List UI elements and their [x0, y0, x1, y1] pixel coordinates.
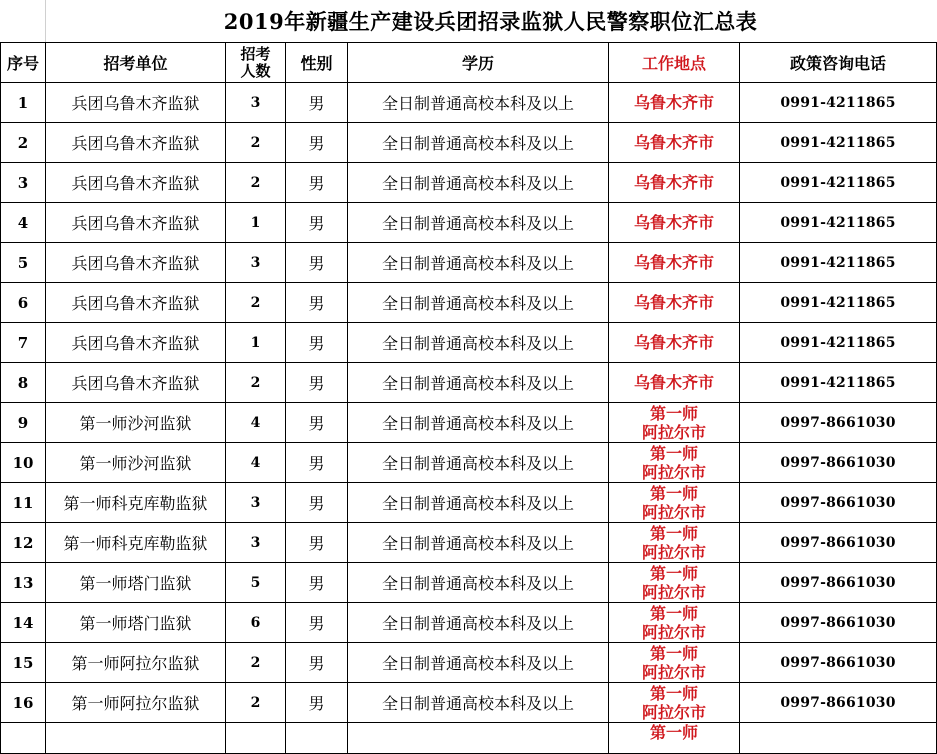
cell-location[interactable] — [609, 523, 740, 563]
cell-education[interactable]: 全日制普通高校本科及以上 — [348, 323, 609, 363]
cell-location-line1: 第一师 — [649, 563, 698, 583]
cell-phone[interactable]: 0991-4211865 — [740, 363, 937, 403]
cell-education[interactable]: 全日制普通高校本科及以上 — [348, 443, 609, 483]
table-row — [1, 683, 937, 723]
header-count-line2: 人数 — [240, 61, 271, 80]
cell-gender[interactable] — [286, 723, 348, 754]
cell-location[interactable] — [609, 363, 740, 403]
cell-gender[interactable]: 男 — [286, 643, 348, 683]
cell-location-line1: 第一师 — [649, 603, 698, 623]
cell-location[interactable] — [609, 603, 740, 643]
cell-location-line1: 乌鲁木齐市 — [633, 333, 714, 352]
table-row — [1, 483, 937, 523]
cell-seq[interactable]: 6 — [1, 283, 46, 323]
cell-phone[interactable]: 0991-4211865 — [740, 323, 937, 363]
table-row — [1, 563, 937, 603]
cell-location-line2: 阿拉尔市 — [641, 502, 706, 522]
cell-location-line1: 第一师 — [649, 403, 698, 423]
cell-unit[interactable]: 兵团乌鲁木齐监狱 — [46, 163, 226, 203]
cell-phone[interactable] — [740, 723, 937, 754]
cell-unit[interactable]: 第一师沙河监狱 — [46, 443, 226, 483]
cell-location-line2: 阿拉尔市 — [641, 662, 706, 682]
cell-education[interactable] — [348, 723, 609, 754]
cell-location[interactable] — [609, 563, 740, 603]
cell-count[interactable]: 5 — [226, 563, 286, 603]
cell-location-line2: 阿拉尔市 — [641, 542, 706, 562]
table-row — [1, 523, 937, 563]
cell-location-line2: 阿拉尔市 — [641, 462, 706, 482]
cell-seq[interactable]: 2 — [1, 123, 46, 163]
cell-location[interactable] — [609, 483, 740, 523]
cell-phone[interactable]: 0991-4211865 — [740, 243, 937, 283]
cell-gender[interactable]: 男 — [286, 403, 348, 443]
table-row — [1, 243, 937, 283]
cell-education[interactable]: 全日制普通高校本科及以上 — [348, 243, 609, 283]
cell-location[interactable] — [609, 723, 740, 754]
cell-count[interactable]: 6 — [226, 603, 286, 643]
cell-education[interactable]: 全日制普通高校本科及以上 — [348, 123, 609, 163]
table-row — [1, 643, 937, 683]
cell-seq[interactable]: 11 — [1, 483, 46, 523]
cell-location-line1: 第一师 — [649, 523, 698, 543]
cell-location-line2: 阿拉尔市 — [641, 582, 706, 602]
cell-count[interactable]: 2 — [226, 363, 286, 403]
header-phone[interactable]: 政策咨询电话 — [740, 43, 937, 83]
cell-unit[interactable]: 第一师塔门监狱 — [46, 603, 226, 643]
cell-location[interactable] — [609, 243, 740, 283]
cell-unit[interactable]: 兵团乌鲁木齐监狱 — [46, 323, 226, 363]
cell-location[interactable] — [609, 323, 740, 363]
cell-education[interactable]: 全日制普通高校本科及以上 — [348, 203, 609, 243]
cell-count[interactable]: 2 — [226, 283, 286, 323]
table-row — [1, 363, 937, 403]
cell-gender[interactable]: 男 — [286, 323, 348, 363]
cell-location[interactable] — [609, 443, 740, 483]
cell-seq[interactable] — [1, 723, 46, 754]
cell-education[interactable]: 全日制普通高校本科及以上 — [348, 83, 609, 123]
cell-unit[interactable]: 第一师沙河监狱 — [46, 403, 226, 443]
cell-phone[interactable]: 0991-4211865 — [740, 203, 937, 243]
header-unit[interactable]: 招考单位 — [46, 43, 226, 83]
cell-location[interactable] — [609, 403, 740, 443]
cell-education[interactable]: 全日制普通高校本科及以上 — [348, 563, 609, 603]
header-row — [1, 43, 937, 83]
cell-location[interactable] — [609, 643, 740, 683]
cell-education[interactable]: 全日制普通高校本科及以上 — [348, 363, 609, 403]
cell-location-line2: 阿拉尔市 — [641, 702, 706, 722]
cell-gender[interactable]: 男 — [286, 363, 348, 403]
cell-count[interactable]: 1 — [226, 203, 286, 243]
cell-location[interactable] — [609, 283, 740, 323]
cell-gender[interactable]: 男 — [286, 443, 348, 483]
cell-count[interactable]: 2 — [226, 123, 286, 163]
cell-location-line1: 乌鲁木齐市 — [633, 173, 714, 192]
cell-count[interactable]: 3 — [226, 483, 286, 523]
cell-count[interactable]: 4 — [226, 443, 286, 483]
cell-phone[interactable]: 0997-8661030 — [740, 443, 937, 483]
cell-seq[interactable]: 10 — [1, 443, 46, 483]
cell-gender[interactable]: 男 — [286, 163, 348, 203]
cell-unit[interactable]: 兵团乌鲁木齐监狱 — [46, 243, 226, 283]
table-row — [1, 83, 937, 123]
cell-education[interactable]: 全日制普通高校本科及以上 — [348, 603, 609, 643]
cell-location-line1: 乌鲁木齐市 — [633, 133, 714, 152]
cell-gender[interactable]: 男 — [286, 83, 348, 123]
cell-unit[interactable]: 兵团乌鲁木齐监狱 — [46, 123, 226, 163]
cell-unit[interactable] — [46, 723, 226, 754]
cell-count[interactable]: 3 — [226, 83, 286, 123]
cell-seq[interactable]: 5 — [1, 243, 46, 283]
cell-seq[interactable]: 15 — [1, 643, 46, 683]
cell-location-line1: 第一师 — [649, 483, 698, 503]
cell-education[interactable]: 全日制普通高校本科及以上 — [348, 483, 609, 523]
cell-unit[interactable]: 第一师阿拉尔监狱 — [46, 643, 226, 683]
cell-location-line1: 第一师 — [649, 683, 698, 703]
table-row — [1, 323, 937, 363]
cell-location-line1: 乌鲁木齐市 — [633, 293, 714, 312]
title-row — [0, 0, 936, 43]
cell-count[interactable]: 2 — [226, 643, 286, 683]
cell-gender[interactable]: 男 — [286, 203, 348, 243]
cell-location-line1: 乌鲁木齐市 — [633, 253, 714, 272]
header-education[interactable]: 学历 — [348, 43, 609, 83]
cell-phone[interactable]: 0991-4211865 — [740, 163, 937, 203]
cell-location[interactable] — [609, 163, 740, 203]
cell-education[interactable]: 全日制普通高校本科及以上 — [348, 683, 609, 723]
table-row — [1, 123, 937, 163]
cell-phone[interactable]: 0991-4211865 — [740, 123, 937, 163]
cell-gender[interactable]: 男 — [286, 483, 348, 523]
cell-unit[interactable]: 兵团乌鲁木齐监狱 — [46, 283, 226, 323]
cell-unit[interactable]: 兵团乌鲁木齐监狱 — [46, 363, 226, 403]
cell-education[interactable]: 全日制普通高校本科及以上 — [348, 643, 609, 683]
header-location[interactable]: 工作地点 — [609, 43, 740, 83]
positions-table — [0, 42, 937, 754]
cell-location-line1: 乌鲁木齐市 — [633, 93, 714, 112]
cell-location[interactable] — [609, 203, 740, 243]
cell-seq[interactable]: 7 — [1, 323, 46, 363]
cell-gender[interactable]: 男 — [286, 243, 348, 283]
cell-seq[interactable]: 1 — [1, 83, 46, 123]
cell-location-line1: 第一师 — [649, 643, 698, 663]
cell-gender[interactable]: 男 — [286, 523, 348, 563]
cell-count[interactable]: 3 — [226, 243, 286, 283]
cell-unit[interactable]: 第一师阿拉尔监狱 — [46, 683, 226, 723]
cell-phone[interactable]: 0997-8661030 — [740, 403, 937, 443]
cell-phone[interactable]: 0997-8661030 — [740, 523, 937, 563]
cell-education[interactable]: 全日制普通高校本科及以上 — [348, 283, 609, 323]
cell-education[interactable]: 全日制普通高校本科及以上 — [348, 403, 609, 443]
cell-phone[interactable]: 0991-4211865 — [740, 83, 937, 123]
cell-unit[interactable]: 兵团乌鲁木齐监狱 — [46, 203, 226, 243]
cell-location[interactable] — [609, 83, 740, 123]
cell-education[interactable]: 全日制普通高校本科及以上 — [348, 163, 609, 203]
table-row — [1, 443, 937, 483]
table-row — [1, 163, 937, 203]
cell-phone[interactable]: 0997-8661030 — [740, 603, 937, 643]
cell-phone[interactable]: 0997-8661030 — [740, 563, 937, 603]
cell-location-line1: 第一师 — [649, 723, 698, 742]
cell-location-line2: 阿拉尔市 — [641, 422, 706, 442]
cell-count[interactable]: 2 — [226, 683, 286, 723]
cell-education[interactable]: 全日制普通高校本科及以上 — [348, 523, 609, 563]
cell-phone[interactable]: 0997-8661030 — [740, 643, 937, 683]
cell-seq[interactable]: 14 — [1, 603, 46, 643]
cell-unit[interactable]: 兵团乌鲁木齐监狱 — [46, 83, 226, 123]
cell-gender[interactable]: 男 — [286, 123, 348, 163]
cell-location-line2: 阿拉尔市 — [641, 622, 706, 642]
header-count-line1: 招考 — [240, 44, 271, 63]
cell-seq[interactable]: 4 — [1, 203, 46, 243]
cell-seq[interactable]: 13 — [1, 563, 46, 603]
table-row — [1, 603, 937, 643]
cell-location-line1: 第一师 — [649, 443, 698, 463]
table-row — [1, 283, 937, 323]
cell-unit[interactable]: 第一师塔门监狱 — [46, 563, 226, 603]
cell-location-line1: 乌鲁木齐市 — [633, 373, 714, 392]
table-row — [1, 403, 937, 443]
cell-seq[interactable]: 16 — [1, 683, 46, 723]
cell-phone[interactable]: 0997-8661030 — [740, 483, 937, 523]
cell-gender[interactable]: 男 — [286, 603, 348, 643]
cell-location[interactable] — [609, 123, 740, 163]
cell-gender[interactable]: 男 — [286, 283, 348, 323]
cell-count[interactable]: 1 — [226, 323, 286, 363]
cell-gender[interactable]: 男 — [286, 683, 348, 723]
cell-gender[interactable]: 男 — [286, 563, 348, 603]
header-count[interactable] — [226, 43, 286, 83]
partial-row — [1, 723, 937, 754]
cell-location[interactable] — [609, 683, 740, 723]
cell-unit[interactable]: 第一师科克库勒监狱 — [46, 523, 226, 563]
sheet-title[interactable]: 2019年新疆生产建设兵团招录监狱人民警察职位汇总表 — [223, 9, 758, 34]
cell-unit[interactable]: 第一师科克库勒监狱 — [46, 483, 226, 523]
cell-count[interactable]: 3 — [226, 523, 286, 563]
cell-seq[interactable]: 8 — [1, 363, 46, 403]
cell-location-line1: 乌鲁木齐市 — [633, 213, 714, 232]
cell-count[interactable]: 4 — [226, 403, 286, 443]
header-seq[interactable]: 序号 — [1, 43, 46, 83]
table-row — [1, 203, 937, 243]
cell-seq[interactable]: 9 — [1, 403, 46, 443]
cell-phone[interactable]: 0997-8661030 — [740, 683, 937, 723]
cell-count[interactable] — [226, 723, 286, 754]
header-gender[interactable]: 性别 — [286, 43, 348, 83]
cell-seq[interactable]: 12 — [1, 523, 46, 563]
cell-phone[interactable]: 0991-4211865 — [740, 283, 937, 323]
cell-seq[interactable]: 3 — [1, 163, 46, 203]
cell-count[interactable]: 2 — [226, 163, 286, 203]
